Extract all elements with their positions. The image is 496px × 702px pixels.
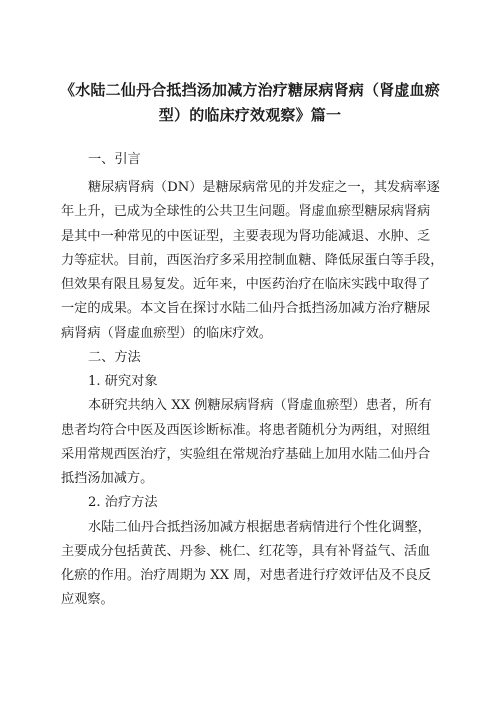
title-line-1: 《水陆二仙丹合抵挡汤加减方治疗糖尿病肾病（肾虚血瘀 (60, 81, 441, 99)
paragraph-line: 病肾病（肾虚血瘀型）的临床疗效。 (61, 326, 272, 341)
paragraph-line: 化瘀的作用。治疗周期为 XX 周，对患者进行疗效评估及不良反 (61, 568, 432, 583)
paragraph-line: 水陆二仙丹合抵挡汤加减方根据患者病情进行个性化调整， (88, 520, 431, 535)
title-line-2: 型）的临床疗效观察》篇一 (158, 106, 342, 124)
paragraph-line: 采用常规西医治疗，实验组在常规治疗基础上加用水陆二仙丹合 (61, 447, 431, 462)
document-title (60, 78, 440, 128)
paragraph-line: 年上升，已成为全球性的公共卫生问题。肾虚血瘀型糖尿病肾病 (61, 204, 431, 219)
paragraph-line: 应观察。 (61, 592, 114, 607)
paragraph-line: 但效果有限且易复发。近年来，中医药治疗在临床实践中取得了 (61, 277, 431, 292)
paragraph-line: 主要成分包括黄芪、丹参、桃仁、红花等，具有补肾益气、活血 (61, 544, 431, 559)
section-heading-methods: 二、方法 (88, 350, 141, 365)
paragraph-line: 一定的成果。本文旨在探讨水陆二仙丹合抵挡汤加减方治疗糖尿 (61, 301, 431, 316)
subheading-study-subjects: 1. 研究对象 (88, 374, 158, 389)
paragraph-line: 本研究共纳入 XX 例糖尿病肾病（肾虚血瘀型）患者，所有 (88, 398, 432, 413)
paragraph-line: 是其中一种常见的中医证型，主要表现为肾功能减退、水肿、乏 (61, 229, 431, 244)
subheading-treatment-method: 2. 治疗方法 (88, 495, 158, 510)
paragraph-line: 糖尿病肾病（DN）是糖尿病常见的并发症之一，其发病率逐 (88, 180, 440, 195)
section-heading-introduction: 一、引言 (88, 152, 141, 167)
paragraph-line: 力等症状。目前，西医治疗多采用控制血糖、降低尿蛋白等手段， (61, 253, 444, 268)
paragraph-line: 抵挡汤加减方。 (61, 471, 154, 486)
paragraph-line: 患者均符合中医及西医诊断标准。将患者随机分为两组，对照组 (61, 423, 431, 438)
